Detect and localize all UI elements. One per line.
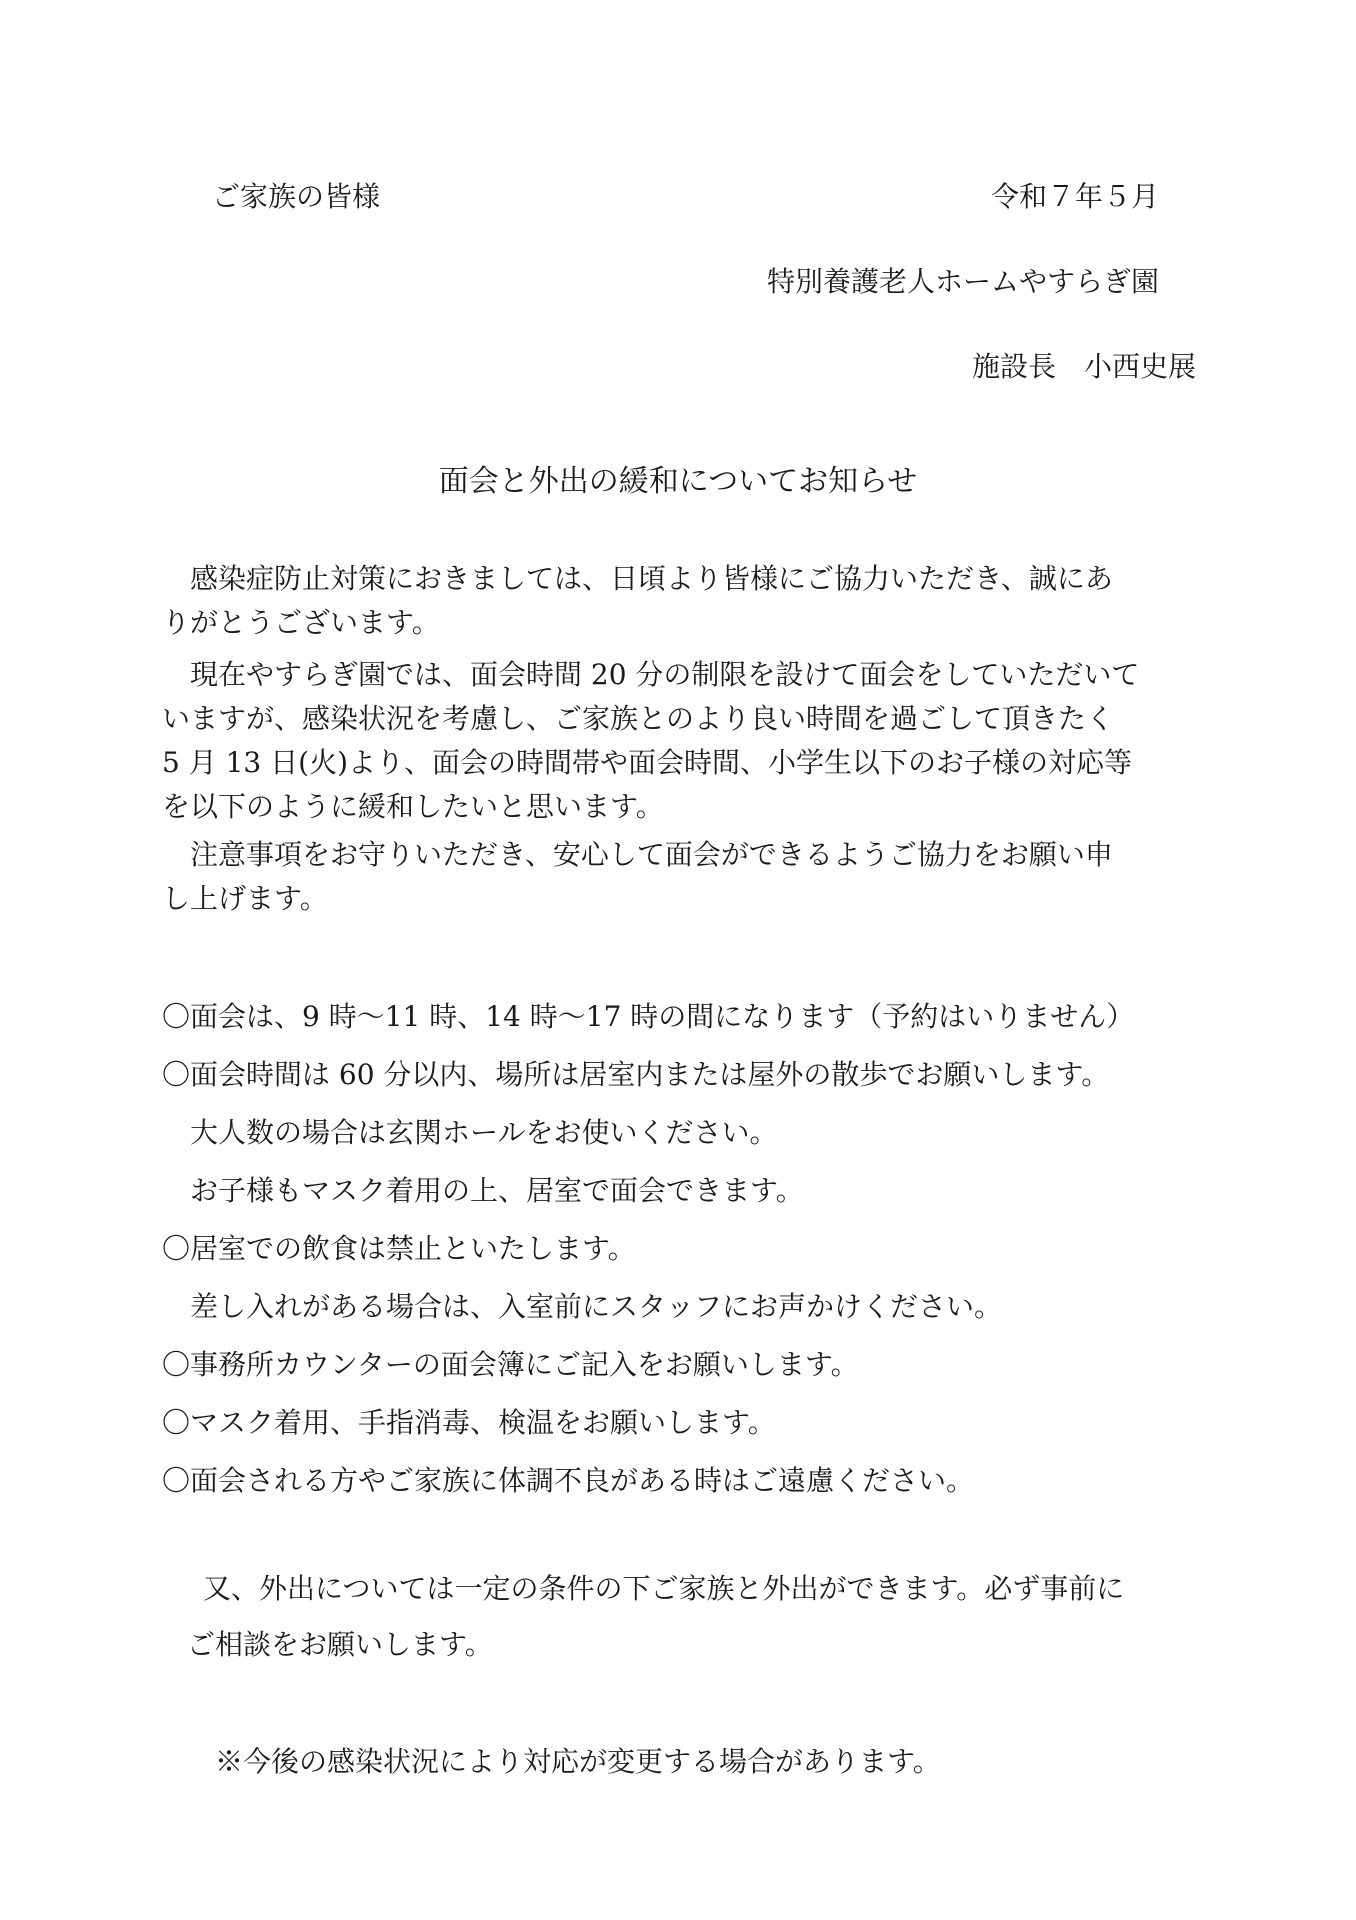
rule-item: お子様もマスク着用の上、居室で面会できます。 bbox=[162, 1174, 804, 1207]
organization-name: 特別養護老人ホームやすらぎ園 bbox=[766, 265, 1159, 298]
intro-line: を以下のように緩和したいと思います。 bbox=[162, 790, 664, 823]
addressee: ご家族の皆様 bbox=[212, 180, 381, 213]
rule-item: 差し入れがある場合は、入室前にスタッフにお声かけください。 bbox=[162, 1290, 1003, 1323]
signer-name: 施設長 小西史展 bbox=[971, 350, 1196, 383]
rule-item: 〇マスク着用、手指消毒、検温をお願いします。 bbox=[162, 1406, 776, 1439]
intro-line: し上げます。 bbox=[162, 882, 328, 915]
notice-title: 面会と外出の緩和についてお知らせ bbox=[438, 464, 918, 499]
footnote: ※今後の感染状況により対応が変更する場合があります。 bbox=[215, 1745, 941, 1778]
intro-line: 注意事項をお守りいただき、安心して面会ができるようご協力をお願い申 bbox=[162, 838, 1113, 871]
intro-line: 感染症防止対策におきましては、日頃より皆様にご協力いただき、誠にあ bbox=[162, 562, 1113, 595]
intro-line: 現在やすらぎ園では、面会時間 20 分の制限を設けて面会をしていただいて bbox=[162, 658, 1140, 691]
rule-item: 〇事務所カウンターの面会簿にご記入をお願いします。 bbox=[162, 1348, 859, 1381]
rule-item: 〇居室での飲食は禁止といたします。 bbox=[162, 1232, 636, 1265]
intro-line: りがとうございます。 bbox=[162, 606, 440, 639]
outing-line: ご相談をお願いします。 bbox=[187, 1628, 493, 1661]
rule-item: 大人数の場合は玄関ホールをお使いください。 bbox=[162, 1116, 778, 1149]
outing-line: 又、外出については一定の条件の下ご家族と外出ができます。必ず事前に bbox=[175, 1572, 1125, 1605]
intro-line: いますが、感染状況を考慮し、ご家族とのより良い時間を過ごして頂きたく bbox=[162, 702, 1115, 735]
rule-item: 〇面会は、9 時～11 時、14 時～17 時の間になります（予約はいりません） bbox=[162, 1000, 1135, 1033]
rule-item: 〇面会時間は 60 分以内、場所は居室内または屋外の散歩でお願いします。 bbox=[162, 1058, 1110, 1091]
rule-item: 〇面会される方やご家族に体調不良がある時はご遠慮ください。 bbox=[162, 1464, 975, 1497]
intro-line: 5 月 13 日(火)より、面会の時間帯や面会時間、小学生以下のお子様の対応等 bbox=[162, 746, 1132, 779]
issue-date: 令和７年５月 bbox=[990, 180, 1159, 213]
